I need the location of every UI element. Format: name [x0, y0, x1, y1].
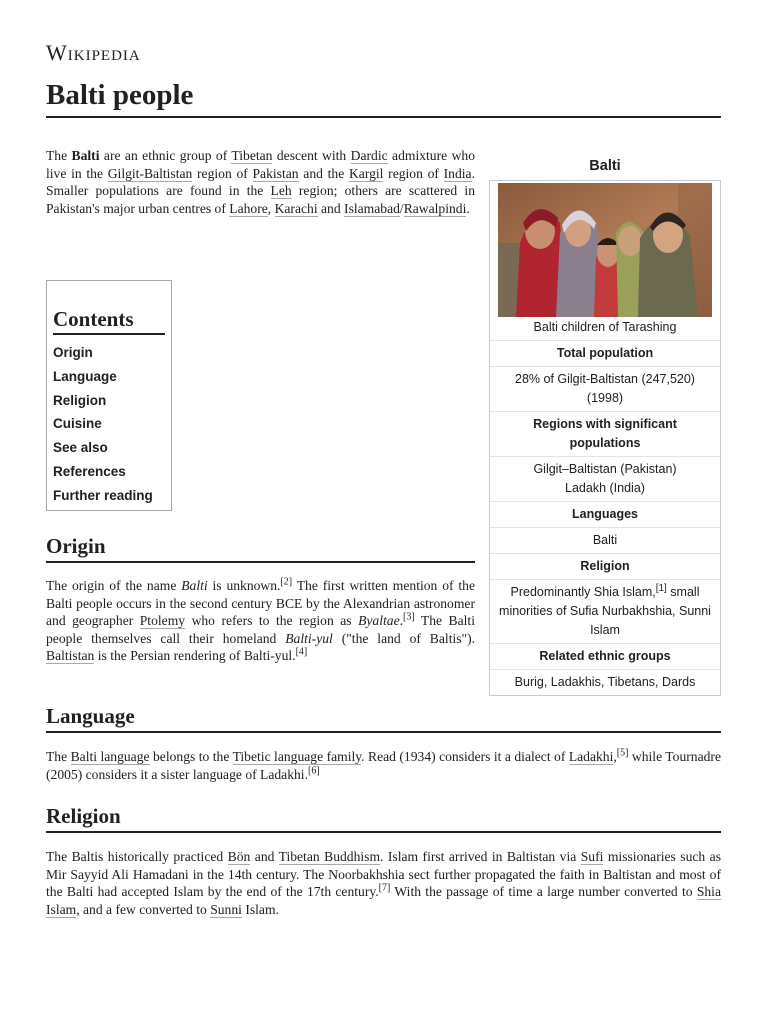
link-tibetic-language-family[interactable]: Tibetic language family	[232, 749, 362, 764]
link-bon[interactable]: Bön	[227, 849, 251, 864]
toc-title: Contents	[53, 307, 165, 335]
toc-item-language[interactable]: Language	[53, 368, 117, 384]
link-kargil[interactable]: Kargil	[348, 165, 384, 181]
link-islamabad[interactable]: Islamabad	[344, 200, 400, 216]
toc-item-religion[interactable]: Religion	[53, 392, 107, 408]
language-paragraph: The Balti language belongs to the Tibetic language family. Read (1934) considers it a dialect of Ladakhi,[5] while Tournadre (2005) considers it a sister language of Ladakhi.[6]	[46, 747, 721, 782]
link-tibetan[interactable]: Tibetan	[231, 148, 273, 163]
link-gilgit-baltistan[interactable]: Gilgit-Baltistan	[107, 165, 193, 181]
balti-children-photo[interactable]	[498, 183, 712, 317]
reference-7[interactable]: [7]	[378, 882, 391, 894]
origin-paragraph: The origin of the name Balti is unknown.[2] The first written mention of the Balti people occurs in the second century BCE by the Alexandrian astronomer and geographer Ptolemy who refers to the region as Byaltae.[3] The Balti people themselves call their homeland Balti-yul ("the land of Baltis"). Baltistan is the Persian rendering of Balti-yul.[4]	[46, 576, 476, 663]
infobox-related-value: Burig, Ladakhis, Tibetans, Dards	[490, 669, 720, 695]
link-lahore[interactable]: Lahore	[229, 200, 268, 216]
link-ptolemy[interactable]: Ptolemy	[139, 613, 186, 628]
link-sunni[interactable]: Sunni	[210, 901, 242, 917]
link-rawalpindi[interactable]: Rawalpindi	[403, 200, 467, 216]
page-title: Balti people	[46, 76, 721, 118]
reference-6[interactable]: [6]	[307, 764, 320, 776]
link-balti-language[interactable]: Balti language	[70, 749, 150, 764]
infobox-regions-label: Regions with significant populations	[490, 411, 720, 456]
heading-origin: Origin	[46, 533, 475, 563]
link-shia-islam[interactable]: Shia Islam	[46, 884, 721, 917]
toc-item-see-also[interactable]: See also	[53, 440, 108, 456]
reference-3[interactable]: [3]	[403, 611, 415, 623]
link-karachi[interactable]: Karachi	[274, 200, 318, 216]
toc-item-references[interactable]: References	[53, 463, 126, 479]
link-india[interactable]: India	[443, 165, 472, 181]
infobox-image-caption: Balti children of Tarashing	[533, 320, 677, 334]
link-ladakhi[interactable]: Ladakhi	[568, 749, 614, 764]
infobox-related-label: Related ethnic groups	[490, 643, 720, 669]
reference-4[interactable]: [4]	[295, 646, 308, 658]
infobox-regions-value	[490, 456, 720, 501]
toc-item-cuisine[interactable]: Cuisine	[53, 416, 102, 432]
toc-item-origin[interactable]: Origin	[53, 345, 93, 360]
infobox-languages-label: Languages	[490, 501, 720, 527]
link-dardic[interactable]: Dardic	[350, 148, 388, 163]
infobox-total-population-value: 28% of Gilgit-Baltistan (247,520) (1998)	[490, 366, 720, 411]
infobox-religion-value: Predominantly Shia Islam,[1] small minorities of Sufia Nurbakhshia, Sunni Islam	[490, 579, 720, 643]
reference-2[interactable]: [2]	[280, 576, 293, 588]
heading-language: Language	[46, 703, 721, 733]
infobox-languages-value: Balti	[490, 527, 720, 553]
infobox-region-pakistan: Gilgit–Baltistan (Pakistan)	[533, 462, 677, 476]
toc-item-further-reading[interactable]: Further reading	[53, 487, 153, 503]
religion-paragraph: The Baltis historically practiced Bön and Tibetan Buddhism. Islam first arrived in Baltistan via Sufi missionaries such as Mir Sayyid Ali Hamadani in the 14th century. The Noorbakhshia sect further propagated the faith in Baltistan and most of the Balti had accepted Islam by the end of the 17th century.[7] With the passage of time a large number converted to Shia Islam, and a few converted to Sunni Islam.	[46, 849, 721, 917]
wikipedia-wordmark[interactable]: Wikipedia	[46, 40, 141, 65]
table-of-contents	[46, 280, 172, 511]
link-pakistan[interactable]: Pakistan	[252, 165, 299, 181]
reference-1[interactable]: [1]	[655, 582, 667, 594]
infobox	[489, 155, 721, 696]
infobox-region-india: Ladakh (India)	[565, 481, 645, 495]
intro-paragraph: The Balti are an ethnic group of Tibetan descent with Dardic admixture who live in the Gilgit-Baltistan region of Pakistan and the Kargil region of India. Smaller populations are found in the Leh region; others are scattered in Pakistan's major urban centres of Lahore, Karachi and Islamabad/Rawalpindi.	[46, 148, 475, 216]
infobox-religion-label: Religion	[490, 553, 720, 579]
infobox-caption: Balti	[589, 158, 621, 174]
infobox-total-population-label: Total population	[490, 340, 720, 366]
reference-5[interactable]: [5]	[616, 747, 629, 759]
link-sufi[interactable]: Sufi	[580, 849, 604, 864]
link-baltistan[interactable]: Baltistan	[46, 648, 95, 663]
link-leh[interactable]: Leh	[270, 183, 292, 198]
link-tibetan-buddhism[interactable]: Tibetan Buddhism	[278, 849, 381, 864]
heading-religion: Religion	[46, 803, 721, 833]
